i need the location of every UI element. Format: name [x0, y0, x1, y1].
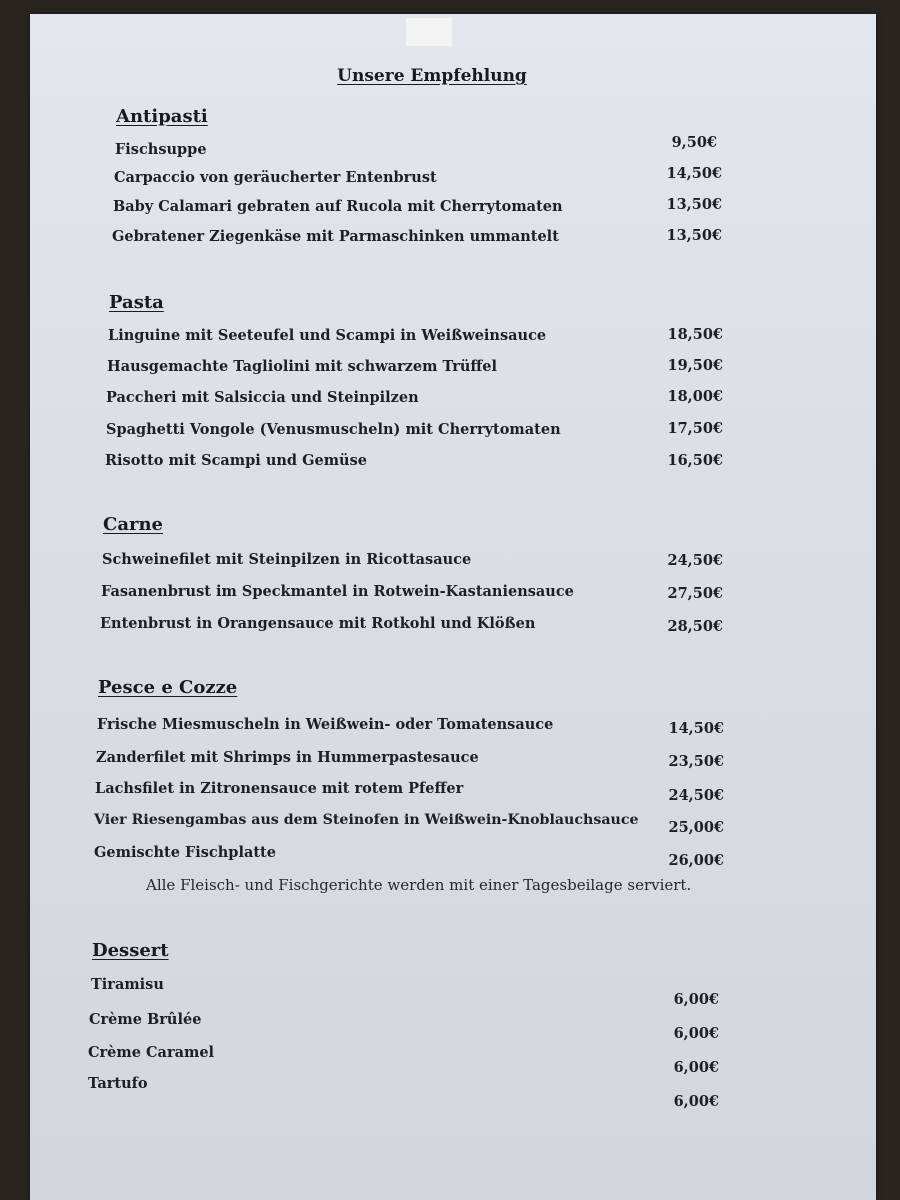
menu-item-price: 14,50€ [666, 165, 722, 182]
menu-item-price: 17,50€ [667, 420, 723, 437]
menu-item: Baby Calamari gebraten auf Rucola mit Cherrytomaten [113, 198, 563, 215]
menu-item-price: 24,50€ [668, 787, 724, 804]
menu-item-price: 6,00€ [673, 991, 719, 1008]
menu-item: Risotto mit Scampi und Gemüse [105, 452, 367, 469]
menu-item-price: 6,00€ [673, 1059, 719, 1076]
section-heading-pesce-e-cozze: Pesce e Cozze [98, 677, 238, 698]
menu-item: Tartufo [88, 1075, 148, 1092]
menu-item: Fasanenbrust im Speckmantel in Rotwein-Kastaniensauce [101, 583, 574, 600]
tape-strip [406, 18, 452, 46]
menu-item-price: 24,50€ [667, 552, 723, 569]
section-heading-pasta: Pasta [109, 292, 164, 313]
menu-item: Crème Caramel [88, 1044, 215, 1061]
section-heading-antipasti: Antipasti [116, 106, 208, 127]
menu-item-price: 26,00€ [668, 852, 724, 869]
menu-item-price: 23,50€ [668, 753, 724, 770]
menu-item: Schweinefilet mit Steinpilzen in Ricottasauce [102, 551, 472, 568]
menu-item: Fischsuppe [115, 141, 207, 158]
menu-item: Lachsfilet in Zitronensauce mit rotem Pfeffer [95, 780, 464, 797]
menu-item-price: 27,50€ [667, 585, 723, 602]
menu-item: Frische Miesmuscheln in Weißwein- oder Tomatensauce [97, 716, 554, 733]
section-heading-carne: Carne [103, 514, 164, 535]
menu-item: Paccheri mit Salsiccia und Steinpilzen [106, 389, 419, 406]
menu-item-price: 6,00€ [673, 1025, 719, 1042]
menu-item-price: 14,50€ [668, 720, 724, 737]
menu-item: Carpaccio von geräucherter Entenbrust [114, 169, 437, 186]
menu-item-price: 9,50€ [671, 134, 717, 151]
section-heading-dessert: Dessert [92, 940, 169, 961]
menu-item: Spaghetti Vongole (Venusmuscheln) mit Cherrytomaten [106, 421, 561, 438]
menu-item-price: 13,50€ [666, 196, 722, 213]
menu-item: Entenbrust in Orangensauce mit Rotkohl und Klößen [100, 615, 536, 632]
menu-item-price: 6,00€ [673, 1093, 719, 1110]
menu-item: Zanderfilet mit Shrimps in Hummerpastesauce [96, 749, 479, 766]
menu-item-price: 25,00€ [668, 819, 724, 836]
menu-item: Vier Riesengambas aus dem Steinofen in Weißwein-Knoblauchsauce [94, 812, 639, 828]
side-dish-note: Alle Fleisch- und Fischgerichte werden mit einer Tagesbeilage serviert. [146, 876, 692, 894]
menu-item: Crème Brûlée [89, 1011, 202, 1028]
menu-title: Unsere Empfehlung [337, 66, 527, 86]
menu-item-price: 28,50€ [667, 618, 723, 635]
menu-item: Tiramisu [91, 976, 164, 993]
menu-item: Linguine mit Seeteufel und Scampi in Weißweinsauce [108, 327, 547, 344]
menu-item-price: 18,50€ [667, 326, 723, 343]
menu-item-price: 18,00€ [667, 388, 723, 405]
menu-item: Gebratener Ziegenkäse mit Parmaschinken ummantelt [112, 228, 559, 245]
menu-item-price: 13,50€ [666, 227, 722, 244]
menu-item: Hausgemachte Tagliolini mit schwarzem Trüffel [107, 358, 498, 375]
menu-item-price: 19,50€ [667, 357, 723, 374]
menu-item-price: 16,50€ [667, 452, 723, 469]
menu-item: Gemischte Fischplatte [94, 844, 276, 861]
